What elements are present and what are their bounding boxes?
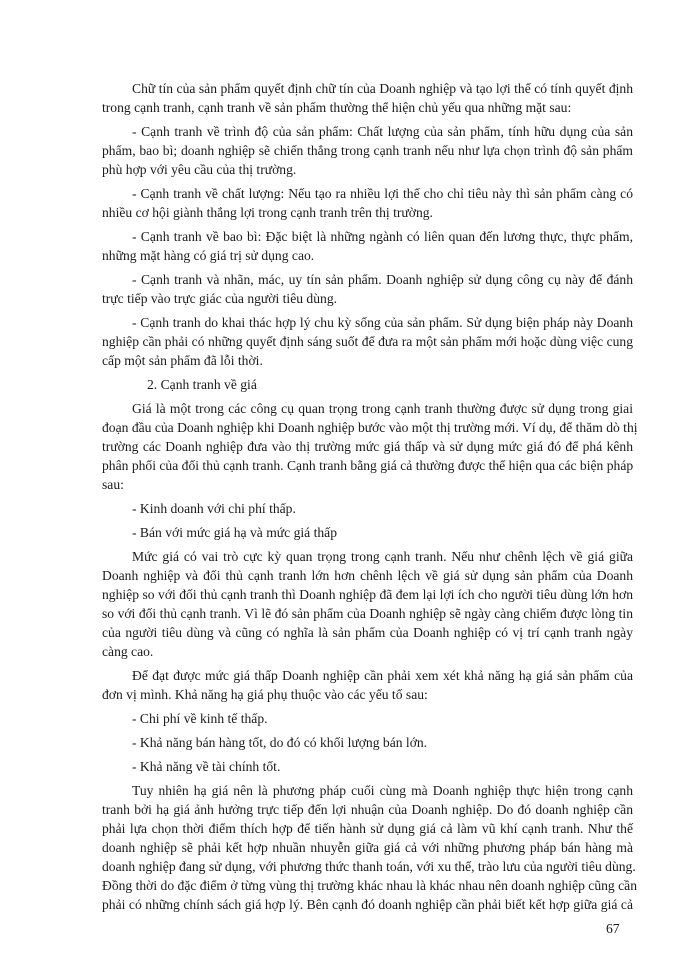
text-line: - Bán với mức giá hạ và mức giá thấp <box>132 525 338 540</box>
document-body <box>102 79 638 914</box>
paragraph <box>102 523 633 542</box>
paragraph <box>102 79 633 117</box>
paragraph <box>102 399 638 494</box>
text-line: - Cạnh tranh về chất lượng: Nếu tạo ra nhiều lợi thế cho chỉ tiêu này thì sản phẩm càng có <box>132 186 633 201</box>
text-line: - Cạnh tranh về trình độ của sản phẩm: Chất lượng của sản phẩm, tính hữu dụng của sản <box>132 124 633 139</box>
text-line: nhiều cơ hội giành thắng lợi trong cạnh tranh trên thị trường. <box>102 205 433 220</box>
text-line: Chữ tín của sản phẩm quyết định chữ tín của Doanh nghiệp và tạo lợi thế có tính quyết định <box>132 81 633 96</box>
text-line: Để đạt được mức giá thấp Doanh nghiệp cần phải xem xét khả năng hạ giá sản phẩm của <box>132 668 633 683</box>
text-line: - Khả năng bán hàng tốt, do đó có khối lượng bán lớn. <box>132 735 428 750</box>
text-line: - Kinh doanh với chi phí thấp. <box>132 501 296 516</box>
paragraph <box>102 270 633 308</box>
text-line: doanh nghiệp đang sử dụng, với phương thức thanh toán, với xu thế, trào lưu của người tiêu dùng. <box>102 859 636 874</box>
text-line: nghiệp so với đối thủ cạnh tranh thì Doanh nghiệp đã đem lại lợi ích cho người tiêu dùng lớn hơn <box>102 587 633 602</box>
text-line: phân phối của đối thủ cạnh tranh. Cạnh tranh bằng giá cả thường được thể hiện qua các biện pháp <box>102 458 634 473</box>
text-line: càng cao. <box>102 644 154 659</box>
paragraph <box>102 709 633 728</box>
text-line: đơn vị mình. Khả năng hạ giá phụ thuộc vào các yếu tố sau: <box>102 687 428 702</box>
paragraph <box>102 122 633 179</box>
text-line: Tuy nhiên hạ giá nên là phương pháp cuối cùng mà Doanh nghiệp thực hiện trong cạnh <box>132 783 633 798</box>
paragraph <box>102 781 637 914</box>
text-line: cấp một sản phẩm đã lỗi thời. <box>102 353 263 368</box>
paragraph <box>102 499 633 518</box>
text-line: trường các Doanh nghiệp đưa vào thị trường mức giá thấp và sử dụng mức giá đó để phá kênh <box>102 439 633 454</box>
paragraph <box>102 547 633 661</box>
paragraph <box>102 184 633 222</box>
text-line: Giá là một trong các công cụ quan trọng trong cạnh tranh thường được sử dụng trong giai <box>132 401 633 416</box>
text-line: sau: <box>102 477 124 492</box>
text-line: Doanh nghiệp và đối thủ cạnh tranh lớn hơn chênh lệch về giá sử dụng sản phẩm của Doanh <box>102 568 633 583</box>
paragraph <box>102 313 633 370</box>
text-line: - Khả năng về tài chính tốt. <box>132 759 281 774</box>
section-heading <box>102 375 633 394</box>
text-line: của người tiêu dùng và cũng có nghĩa là sản phẩm của Doanh nghiệp có vị trí cạnh tranh ngày <box>102 625 633 640</box>
page-number: 67 <box>606 921 620 936</box>
text-line: Đồng thời do đặc điểm ở từng vùng thị trường khác nhau là khác nhau nên doanh nghiệp cũng cần <box>102 878 637 893</box>
text-line: Mức giá có vai trò cực kỳ quan trọng trong cạnh tranh. Nếu như chênh lệch về giá giữa <box>132 549 633 564</box>
text-line: đoạn đầu của Doanh nghiệp khi Doanh nghiệp bước vào một thị trường mới. Ví dụ, để thăm dò thị <box>102 420 638 435</box>
paragraph <box>102 227 633 265</box>
text-line: doanh nghiệp sẽ phải kết hợp nhuần nhuyễn giữa giá cả với những phương pháp bán hàng mà <box>102 840 633 855</box>
paragraph <box>102 666 633 704</box>
text-line: - Cạnh tranh về bao bì: Đặc biệt là những ngành có liên quan đến lương thực, thực phẩm, <box>132 229 633 244</box>
text-line: - Cạnh tranh và nhãn, mác, uy tín sản phẩm. Doanh nghiệp sử dụng công cụ này để đánh <box>132 272 633 287</box>
text-line: so với đối thủ cạnh tranh. Vì lẽ đó sản phẩm của Doanh nghiệp sẽ ngày càng chiếm được lòng tin <box>102 606 633 621</box>
text-line: - Chi phí về kinh tế thấp. <box>132 711 268 726</box>
paragraph <box>102 733 633 752</box>
text-line: nghiệp cần phải có những quyết định sáng suốt để đưa ra một sản phẩm mới hoặc dùng việc cung <box>102 334 633 349</box>
text-line: trực tiếp vào trực giác của người tiêu dùng. <box>102 291 338 306</box>
text-line: phải có những chính sách giá hợp lý. Bên cạnh đó doanh nghiệp cần phải biết kết hợp giữa giá cả <box>102 897 633 912</box>
text-line: tranh bởi hạ giá ảnh hưởng trực tiếp đến lợi nhuận của Doanh nghiệp. Do đó doanh nghiệp cần <box>102 802 633 817</box>
text-line: phẩm, bao bì; doanh nghiệp sẽ chiến thắng trong cạnh tranh nếu như lựa chọn trình độ sản phẩm <box>102 143 633 158</box>
text-line: những mặt hàng có giá trị sử dụng cao. <box>102 248 315 263</box>
paragraph <box>102 757 633 776</box>
text-line: phải lựa chọn thời điểm thích hợp để tiến hành sử dụng giá cả làm vũ khí cạnh tranh. Như thế <box>102 821 633 836</box>
text-line: trong cạnh tranh, cạnh tranh về sản phẩm thường thể hiện chủ yếu qua những mặt sau: <box>102 100 572 115</box>
text-line: - Cạnh tranh do khai thác hợp lý chu kỳ sống của sản phẩm. Sử dụng biện pháp này Doanh <box>132 315 633 330</box>
text-line: 2. Cạnh tranh về giá <box>147 377 257 392</box>
text-line: phù hợp với yêu cầu của thị trường. <box>102 162 297 177</box>
